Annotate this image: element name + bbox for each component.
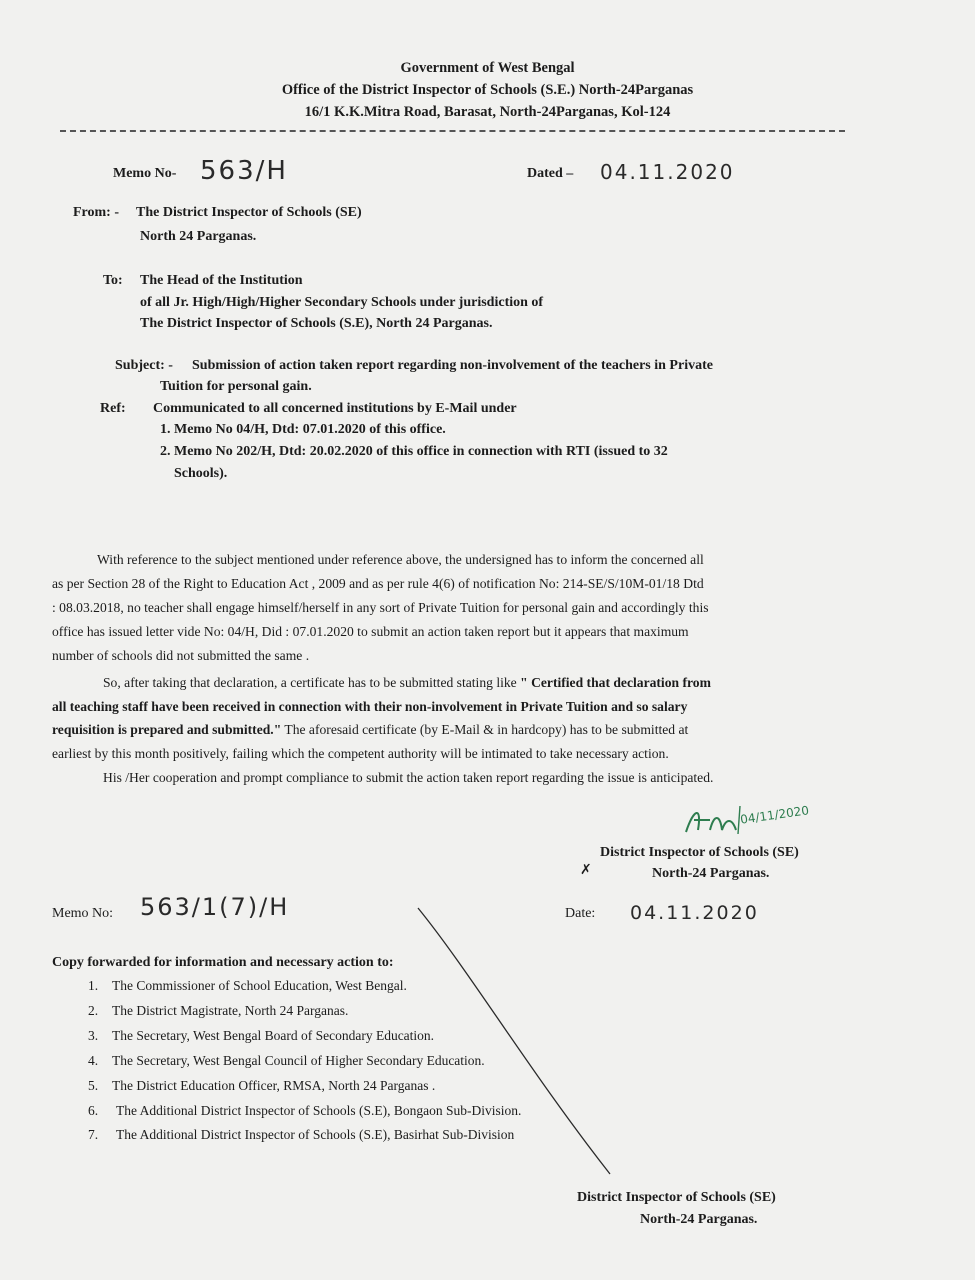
signature-1-place: North-24 Parganas. xyxy=(652,866,770,881)
body-p2-line-1 xyxy=(103,675,711,691)
copy-item-5-num: 5. xyxy=(88,1078,99,1093)
body-p1-line-2: as per Section 28 of the Right to Education Act , 2009 and as per rule 4(6) of notification No: 214-SE/S/10M-01/18 Dtd xyxy=(52,576,704,591)
memo-label: Memo No- xyxy=(113,166,177,181)
from-label: From: - xyxy=(73,205,119,220)
copy-item-4-num: 4. xyxy=(88,1053,99,1068)
copy-item-6-num: 6. xyxy=(88,1103,99,1118)
body-p2-line-2: all teaching staff have been received in connection with their non-involvement in Private Tuition and so salary xyxy=(52,699,688,714)
ref-intro: Communicated to all concerned institutions by E-Mail under xyxy=(153,401,517,416)
copy-item-6-text: The Additional District Inspector of Schools (S.E), Bongaon Sub-Division. xyxy=(116,1103,522,1118)
copy-item-3-num: 3. xyxy=(88,1028,99,1043)
subject-line-1: Submission of action taken report regarding non-involvement of the teachers in Private xyxy=(192,358,713,373)
copy-item-2-text: The District Magistrate, North 24 Parganas. xyxy=(112,1003,349,1018)
body-p2-line-4: earliest by this month positively, failing which the competent authority will be intimated to take necessary action. xyxy=(52,746,669,761)
body-p2-line-1b: " Certified that declaration from xyxy=(520,675,711,690)
body-p1-line-4: office has issued letter vide No: 04/H, Did : 07.01.2020 to submit an action taken report but it appears that maximum xyxy=(52,624,689,639)
copy-heading: Copy forwarded for information and necessary action to: xyxy=(52,955,394,970)
subject-line-2: Tuition for personal gain. xyxy=(160,379,312,394)
copy-item-4-text: The Secretary, West Bengal Council of Higher Secondary Education. xyxy=(112,1053,485,1068)
copy-item-7-num: 7. xyxy=(88,1127,99,1142)
header-government: Government of West Bengal xyxy=(400,60,575,76)
signature-2-place: North-24 Parganas. xyxy=(640,1212,758,1227)
to-label: To: xyxy=(103,273,123,288)
body-p3-line-1: His /Her cooperation and prompt compliance to submit the action taken report regarding the issue is anticipated. xyxy=(103,770,714,785)
to-line-2: of all Jr. High/High/Higher Secondary Schools under jurisdiction of xyxy=(140,295,544,310)
copy-item-2-num: 2. xyxy=(88,1003,99,1018)
date-2-label: Date: xyxy=(565,906,596,921)
signature-1-title: District Inspector of Schools (SE) xyxy=(600,845,799,860)
ref-item-1: 1. Memo No 04/H, Dtd: 07.01.2020 of this office. xyxy=(160,422,446,437)
body-p2-line-3b: The aforesaid certificate (by E-Mail & in hardcopy) has to be submitted at xyxy=(281,722,689,737)
ref-item-2: 2. Memo No 202/H, Dtd: 20.02.2020 of this office in connection with RTI (issued to 32 xyxy=(160,444,668,459)
ref-item-2-cont: Schools). xyxy=(174,466,228,481)
subject-label: Subject: - xyxy=(115,358,173,373)
to-line-1: The Head of the Institution xyxy=(140,273,303,288)
copy-item-5-text: The District Education Officer, RMSA, North 24 Parganas . xyxy=(112,1078,436,1093)
copy-item-3-text: The Secretary, West Bengal Board of Secondary Education. xyxy=(112,1028,435,1043)
body-p2-line-1a: So, after taking that declaration, a certificate has to be submitted stating like xyxy=(103,675,521,690)
dated-label: Dated – xyxy=(527,166,574,181)
copy-item-1-num: 1. xyxy=(88,978,99,993)
body-p1-line-1: With reference to the subject mentioned under reference above, the undersigned has to inform the concerned all xyxy=(97,552,704,567)
signature-2-title: District Inspector of Schools (SE) xyxy=(577,1190,776,1205)
from-line-2: North 24 Parganas. xyxy=(140,229,257,244)
cross-mark-icon: ✗ xyxy=(580,863,592,878)
signature-date-handwritten: 04/11/2020 xyxy=(739,803,810,827)
ref-label: Ref: xyxy=(100,401,126,416)
body-p2-line-3a: requisition is prepared and submitted." xyxy=(52,722,282,737)
pen-stroke xyxy=(410,902,630,1187)
body-p2-line-3 xyxy=(52,722,688,738)
header-office: Office of the District Inspector of Schools (S.E.) North-24Parganas xyxy=(281,82,694,98)
from-line-1: The District Inspector of Schools (SE) xyxy=(136,205,362,220)
to-line-3: The District Inspector of Schools (S.E), North 24 Parganas. xyxy=(140,316,493,331)
date-2-value-handwritten: 04.11.2020 xyxy=(630,902,759,924)
copy-item-1-text: The Commissioner of School Education, West Bengal. xyxy=(112,978,407,993)
copy-item-7-text: The Additional District Inspector of Schools (S.E), Basirhat Sub-Division xyxy=(116,1127,515,1142)
memo-2-number-handwritten: 563/1(7)/H xyxy=(140,893,290,921)
body-p1-line-5: number of schools did not submitted the same . xyxy=(52,648,310,663)
memo-number-handwritten: 563/H xyxy=(200,156,288,186)
dated-value-handwritten: 04.11.2020 xyxy=(600,160,735,184)
header-divider xyxy=(60,130,845,132)
memo-2-label: Memo No: xyxy=(52,906,114,921)
body-p1-line-3: : 08.03.2018, no teacher shall engage himself/herself in any sort of Private Tuition for personal gain and accordingly this xyxy=(52,600,709,615)
header-address: 16/1 K.K.Mitra Road, Barasat, North-24Parganas, Kol-124 xyxy=(304,104,671,120)
